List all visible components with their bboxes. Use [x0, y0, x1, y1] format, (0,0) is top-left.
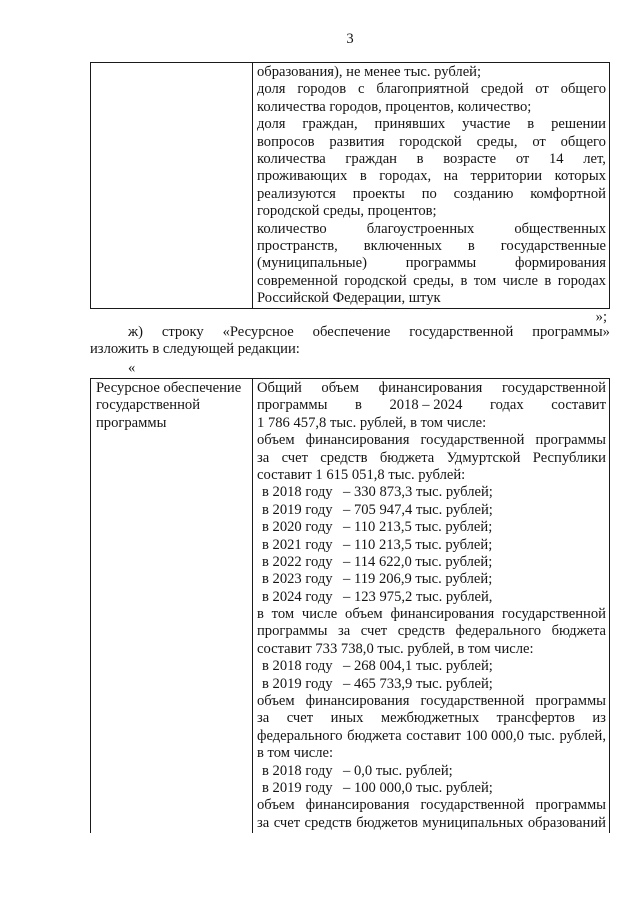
word: проекты: [352, 185, 405, 202]
word: финансирования: [378, 380, 483, 396]
closing-quote: »;: [595, 309, 607, 325]
word: средой: [480, 81, 524, 98]
text-line: [257, 238, 606, 255]
word: общего: [560, 133, 606, 150]
text-line: образования), не менее тыс. рублей;: [257, 64, 482, 80]
year-label: в 2024 году: [262, 588, 333, 605]
text-line: [257, 606, 606, 623]
word: государственной: [501, 380, 606, 396]
word: годах: [489, 397, 524, 414]
word: Удмуртской: [446, 449, 521, 466]
row-heading-line: программы: [96, 414, 167, 431]
word: городской: [399, 133, 462, 150]
word: Республики: [532, 449, 606, 466]
word: граждан: [345, 150, 397, 167]
word: лет,: [583, 150, 606, 167]
word: бюджета: [551, 623, 606, 640]
year-amount-row: [257, 658, 606, 675]
word: программы: [257, 397, 328, 414]
text-line: [257, 255, 606, 272]
table-right-cell: [253, 379, 609, 833]
word: проживающих: [257, 168, 348, 185]
word: среды,: [413, 272, 455, 289]
text-line: 1 786 457,8 тыс. рублей, в том числе:: [257, 414, 487, 431]
word: обеспечение: [312, 324, 391, 340]
indicators-table-continuation: [90, 62, 610, 309]
word: числе: [301, 606, 338, 623]
amount-value: – 330 873,3 тыс. рублей;: [343, 484, 493, 501]
word: возрасте: [443, 150, 497, 167]
word: от: [535, 81, 549, 98]
year-amount-row: [257, 571, 606, 588]
text-line: [257, 81, 606, 98]
word: в: [467, 237, 475, 254]
word: участие: [462, 116, 511, 133]
text-line: [128, 324, 610, 341]
word: бюджетов: [356, 814, 418, 831]
text-line: Российской Федерации, штук: [257, 290, 441, 307]
word: которых: [554, 168, 606, 185]
word: том: [271, 606, 295, 623]
word: по: [421, 185, 437, 202]
word: включенных: [363, 237, 442, 254]
row-heading-line: Ресурсное обеспечение: [96, 380, 242, 396]
word: в: [257, 606, 264, 623]
year-label: в 2018 году: [262, 762, 333, 779]
word: финансирования: [390, 606, 495, 623]
text-line: [257, 728, 606, 745]
word: 14: [548, 150, 564, 167]
word: ж): [128, 324, 143, 340]
word: в: [416, 150, 424, 167]
text-line: [257, 397, 606, 414]
word: государственные: [500, 237, 606, 254]
word: федерального: [257, 727, 343, 744]
table-right-cell: [253, 63, 609, 308]
word: средств: [304, 814, 352, 831]
text-line: [257, 116, 606, 133]
word: строку: [161, 324, 204, 340]
word: счет: [273, 814, 301, 831]
word: иных: [330, 710, 364, 727]
word: граждан,: [302, 116, 358, 133]
text-line: [257, 623, 606, 640]
word: в: [359, 168, 367, 185]
word: государственной: [420, 797, 525, 814]
word: составит: [406, 727, 461, 744]
amount-value: – 114 622,0 тыс. рублей;: [343, 553, 493, 570]
word: в: [527, 116, 535, 133]
word: Общий: [257, 380, 302, 396]
word: доля: [257, 81, 286, 98]
year-label: в 2019 году: [262, 675, 333, 692]
amount-value: – 268 004,1 тыс. рублей;: [343, 658, 493, 675]
text-line: [257, 693, 606, 710]
word: от: [532, 133, 546, 150]
word: том: [473, 272, 497, 289]
word: программы: [257, 623, 328, 640]
year-amount-row: [257, 537, 606, 554]
year-amount-row: [257, 763, 606, 780]
word: 2018 – 2024: [389, 397, 463, 414]
year-amount-row: [257, 554, 606, 571]
year-amount-row: [257, 780, 606, 797]
word: развития: [329, 133, 385, 150]
text-line: [257, 151, 606, 168]
word: формирования: [515, 255, 606, 272]
word: средств: [320, 449, 368, 466]
opening-quote: «: [128, 360, 136, 376]
resource-provision-table: [90, 378, 610, 833]
text-line: [257, 432, 606, 449]
word: городской: [344, 272, 407, 289]
row-heading-line: государственной: [96, 397, 201, 414]
year-amount-row: [257, 502, 606, 519]
word: за: [338, 623, 351, 640]
word: государственной: [420, 432, 525, 449]
word: тыс.: [528, 727, 555, 744]
word: объем: [345, 606, 383, 623]
word: созданию: [453, 185, 514, 202]
text-line: [257, 168, 606, 185]
word: территории: [470, 168, 543, 185]
text-line: в том числе:: [257, 745, 334, 762]
text-line: составит 733 738,0 тыс. рублей, в том числе:: [257, 640, 534, 657]
amount-value: – 465 733,9 тыс. рублей;: [343, 675, 493, 692]
word: объем: [257, 797, 295, 814]
table-left-cell: [91, 63, 253, 308]
word: программы: [535, 432, 606, 449]
text-line: [257, 221, 606, 238]
word: городах: [557, 272, 606, 289]
word: финансирования: [305, 432, 410, 449]
year-label: в 2021 году: [262, 536, 333, 553]
word: за: [257, 814, 270, 831]
word: финансирования: [305, 693, 410, 710]
word: городах,: [379, 168, 432, 185]
year-amount-row: [257, 519, 606, 536]
word: государственной: [501, 606, 606, 623]
text-line: изложить в следующей редакции:: [90, 341, 300, 358]
word: пространств,: [257, 237, 338, 254]
word: за: [257, 449, 270, 466]
word: количества: [257, 150, 326, 167]
word: вопросов: [257, 133, 315, 150]
year-label: в 2022 году: [262, 553, 333, 570]
year-label: в 2023 году: [262, 571, 333, 588]
word: муниципальных: [422, 814, 524, 831]
word: в: [460, 272, 468, 289]
word: количество: [257, 220, 327, 237]
word: благоустроенных: [366, 220, 475, 237]
word: государственной: [420, 693, 525, 710]
word: 100 000,0: [465, 727, 524, 744]
text-line: [257, 710, 606, 727]
word: от: [515, 150, 530, 167]
word: общего: [560, 81, 606, 98]
word: принявших: [374, 116, 446, 133]
word: составит: [551, 397, 606, 414]
text-line: составит 1 615 051,8 тыс. рублей:: [257, 466, 466, 483]
text-line: количества городов, процентов, количество;: [257, 98, 532, 115]
page-number: 3: [346, 31, 354, 47]
word: объем: [257, 432, 295, 449]
amount-value: – 100 000,0 тыс. рублей;: [343, 779, 493, 796]
word: межбюджетных: [380, 710, 480, 727]
word: с: [357, 81, 365, 98]
word: рублей,: [559, 727, 606, 744]
amount-value: – 119 206,9 тыс. рублей;: [343, 571, 493, 588]
word: счет: [281, 449, 308, 466]
text-line: [257, 273, 606, 290]
word: трансфертов: [496, 710, 575, 727]
word: счет: [360, 623, 388, 640]
word: решении: [551, 116, 606, 133]
text-line: [257, 797, 606, 814]
year-amount-row: [257, 484, 606, 501]
text-line: [257, 134, 606, 151]
text-line: [257, 186, 606, 203]
word: из: [592, 710, 606, 727]
word: общественных: [514, 220, 606, 237]
amount-value: – 110 213,5 тыс. рублей;: [343, 536, 493, 553]
word: за: [257, 710, 270, 727]
year-amount-row: [257, 589, 606, 606]
year-label: в 2020 году: [262, 519, 333, 536]
text-line: [257, 815, 606, 832]
word: современной: [257, 272, 338, 289]
amount-value: – 123 975,2 тыс. рублей,: [343, 588, 493, 605]
amount-value: – 0,0 тыс. рублей;: [343, 762, 453, 779]
word: (муниципальные): [257, 255, 367, 272]
word: программы»: [532, 324, 610, 340]
table-left-cell: [91, 379, 253, 833]
word: благоприятной: [376, 81, 469, 98]
word: городов: [297, 81, 347, 98]
word: «Ресурсное: [222, 324, 294, 340]
word: среды,: [476, 133, 518, 150]
word: на: [443, 168, 458, 185]
word: объем: [321, 380, 360, 396]
word: объем: [257, 693, 295, 710]
year-label: в 2018 году: [262, 484, 333, 501]
text-line: [257, 450, 606, 467]
text-line: городской среды, процентов;: [257, 203, 437, 220]
word: счет: [286, 710, 314, 727]
word: федерального: [455, 623, 542, 640]
amount-value: – 110 213,5 тыс. рублей;: [343, 519, 493, 536]
word: программы: [535, 797, 606, 814]
word: реализуются: [257, 185, 336, 202]
word: государственной: [409, 324, 514, 340]
year-amount-row: [257, 676, 606, 693]
word: комфортной: [530, 185, 606, 202]
word: в: [355, 397, 362, 414]
word: в: [544, 272, 552, 289]
year-label: в 2018 году: [262, 658, 333, 675]
word: финансирования: [305, 797, 410, 814]
word: бюджета: [379, 449, 435, 466]
amount-value: – 705 947,4 тыс. рублей;: [343, 501, 493, 518]
word: образований: [527, 814, 606, 831]
word: доля: [257, 116, 286, 133]
year-label: в 2019 году: [262, 779, 333, 796]
word: средств: [397, 623, 445, 640]
word: числе: [502, 272, 538, 289]
year-label: в 2019 году: [262, 501, 333, 518]
amendment-paragraph: [90, 324, 610, 359]
word: бюджета: [347, 727, 402, 744]
word: программы: [405, 255, 477, 272]
word: программы: [535, 693, 606, 710]
text-line: [257, 380, 606, 397]
